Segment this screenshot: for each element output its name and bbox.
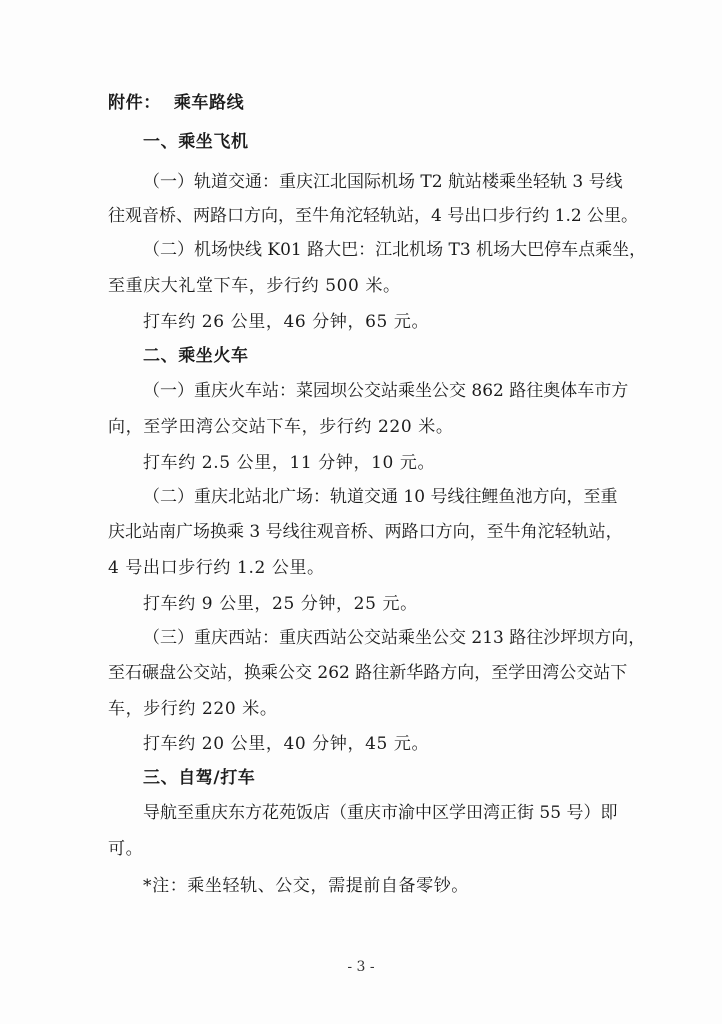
paragraph-line: 4 号出口步行约 1.2 公里。 bbox=[108, 558, 325, 578]
paragraph-line: 庆北站南广场换乘 3 号线往观音桥、两路口方向，至牛角沱轻轨站， bbox=[108, 522, 623, 542]
paragraph-line: （一）重庆火车站：菜园坝公交站乘坐公交 862 路往奥体车市方 bbox=[143, 381, 629, 401]
paragraph-line: （二）重庆北站北广场：轨道交通 10 号线往鲤鱼池方向，至重 bbox=[143, 487, 618, 507]
paragraph-line: 车，步行约 220 米。 bbox=[108, 699, 278, 719]
paragraph-line: 可。 bbox=[108, 839, 144, 859]
paragraph-line: 导航至重庆东方花苑饭店（重庆市渝中区学田湾正街 55 号）即 bbox=[143, 803, 618, 823]
attachment-heading: 附件： 乘车路线 bbox=[108, 93, 245, 113]
paragraph-line: （二）机场快线 K01 路大巴：江北机场 T3 机场大巴停车点乘坐， bbox=[143, 240, 647, 260]
paragraph-line: 打车约 2.5 公里，11 分钟，10 元。 bbox=[143, 453, 436, 473]
paragraph-line: 往观音桥、两路口方向，至牛角沱轻轨站，4 号出口步行约 1.2 公里。 bbox=[108, 206, 639, 226]
paragraph-line: （一）轨道交通：重庆江北国际机场 T2 航站楼乘坐轻轨 3 号线 bbox=[143, 172, 623, 192]
section-title: 一、乘坐飞机 bbox=[143, 132, 249, 152]
paragraph-line: 至石碾盘公交站，换乘公交 262 路往新华路方向，至学田湾公交站下 bbox=[108, 663, 628, 683]
paragraph-line: 至重庆大礼堂下车，步行约 500 米。 bbox=[108, 276, 401, 296]
paragraph-line: （三）重庆西站：重庆西站公交站乘坐公交 213 路往沙坪坝方向， bbox=[143, 628, 646, 648]
paragraph-line: 打车约 20 公里，40 分钟，45 元。 bbox=[143, 734, 430, 754]
section-title: 二、乘坐火车 bbox=[143, 346, 249, 366]
note-text: *注：乘坐轻轨、公交，需提前自备零钞。 bbox=[143, 876, 469, 896]
paragraph-line: 打车约 9 公里，25 分钟，25 元。 bbox=[143, 594, 418, 614]
paragraph-line: 打车约 26 公里，46 分钟，65 元。 bbox=[143, 312, 430, 332]
section-title: 三、自驾/打车 bbox=[143, 768, 256, 788]
page-number: - 3 - bbox=[347, 959, 375, 975]
paragraph-line: 向，至学田湾公交站下车，步行约 220 米。 bbox=[108, 417, 454, 437]
